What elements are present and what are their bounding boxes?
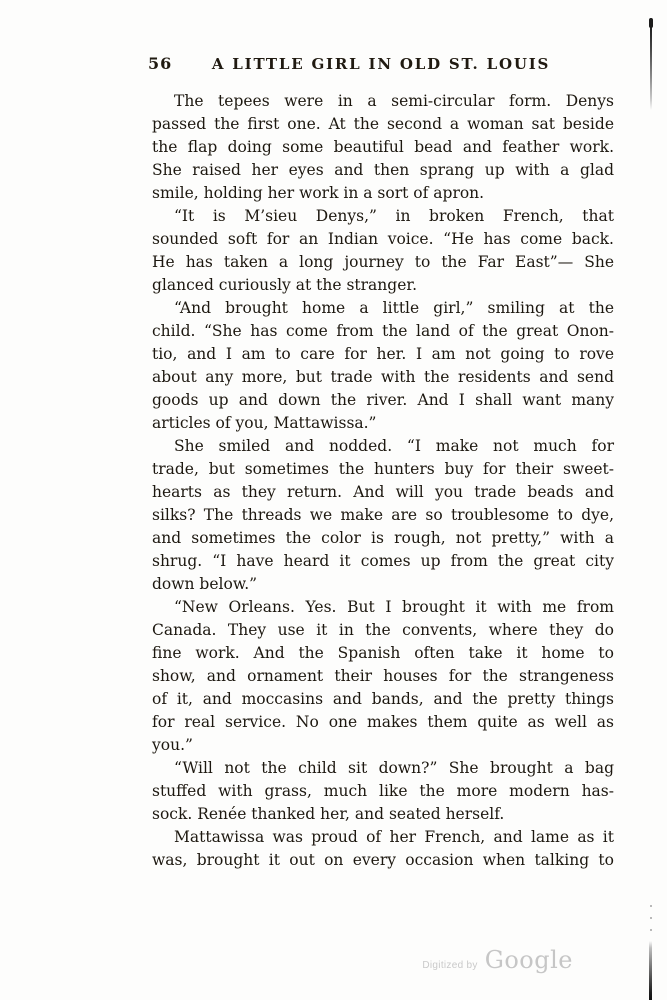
text-line: was, brought it out on every occasion when talking to (152, 851, 614, 869)
watermark-prefix-text: Digitized by (422, 960, 478, 971)
text-line: She smiled and nodded. “I make not much for (174, 437, 614, 455)
scan-artifact-line-top-right (650, 18, 652, 110)
text-line: articles of you, Mattawissa.” (152, 414, 377, 432)
text-line: sock. Renée thanked her, and seated herself. (152, 805, 505, 823)
paragraph (152, 297, 614, 435)
text-line: hearts as they return. And will you trade beads and (152, 483, 614, 501)
text-line: and sometimes the color is rough, not pretty,” with a (152, 529, 614, 547)
text-line: passed the first one. At the second a woman sat beside (152, 115, 614, 133)
running-header (148, 54, 614, 78)
text-line: “New Orleans. Yes. But I brought it with me from (174, 598, 614, 616)
text-line: stuffed with grass, much like the more modern has- (152, 782, 614, 800)
paragraph (152, 205, 614, 297)
body-text-column (152, 90, 614, 872)
text-line: The tepees were in a semi-circular form. Denys (174, 92, 614, 110)
text-line: tio, and I am to care for her. I am not going to rove (152, 345, 614, 363)
text-line: child. “She has come from the land of the great Onon- (152, 322, 614, 340)
paragraph (152, 826, 614, 872)
text-line: Canada. They use it in the convents, where they do (152, 621, 614, 639)
text-line: for real service. No one makes them quite as well as (152, 713, 614, 731)
text-line: down below.” (152, 575, 258, 593)
running-title: A LITTLE GIRL IN OLD ST. LOUIS (211, 55, 551, 73)
scan-artifact-line-bottom-right (649, 941, 652, 1000)
text-line: He has taken a long journey to the Far East”— She (152, 253, 614, 271)
paragraph (152, 596, 614, 757)
text-line: silks? The threads we make are so troublesome to dye, (152, 506, 614, 524)
text-line: Mattawissa was proud of her French, and lame as it (174, 828, 614, 846)
google-logo: Google (484, 946, 573, 974)
text-line: show, and ornament their houses for the strangeness (152, 667, 614, 685)
text-line: “Will not the child sit down?” She brought a bag (174, 759, 614, 777)
page-number: 56 (148, 54, 173, 73)
text-line: glanced curiously at the stranger. (152, 276, 417, 294)
text-line: shrug. “I have heard it comes up from the great city (152, 552, 614, 570)
text-line: fine work. And the Spanish often take it home to (152, 644, 614, 662)
scan-artifact-dots-bottom-right (650, 905, 652, 941)
text-line: trade, but sometimes the hunters buy for their sweet- (152, 460, 614, 478)
text-line: “And brought home a little girl,” smiling at the (174, 299, 614, 317)
text-line: sounded soft for an Indian voice. “He has come back. (152, 230, 614, 248)
text-line: of it, and moccasins and bands, and the pretty things (152, 690, 614, 708)
digitized-by-google-watermark (422, 946, 573, 974)
text-line: you.” (152, 736, 193, 754)
text-line: “It is M’sieu Denys,” in broken French, that (174, 207, 614, 225)
paragraph (152, 90, 614, 205)
text-line: smile, holding her work in a sort of apron. (152, 184, 485, 202)
text-line: about any more, but trade with the residents and send (152, 368, 614, 386)
text-line: She raised her eyes and then sprang up with a glad (152, 161, 614, 179)
text-line: the flap doing some beautiful bead and feather work. (152, 138, 614, 156)
text-line: goods up and down the river. And I shall want many (152, 391, 614, 409)
paragraph (152, 757, 614, 826)
paragraph (152, 435, 614, 596)
